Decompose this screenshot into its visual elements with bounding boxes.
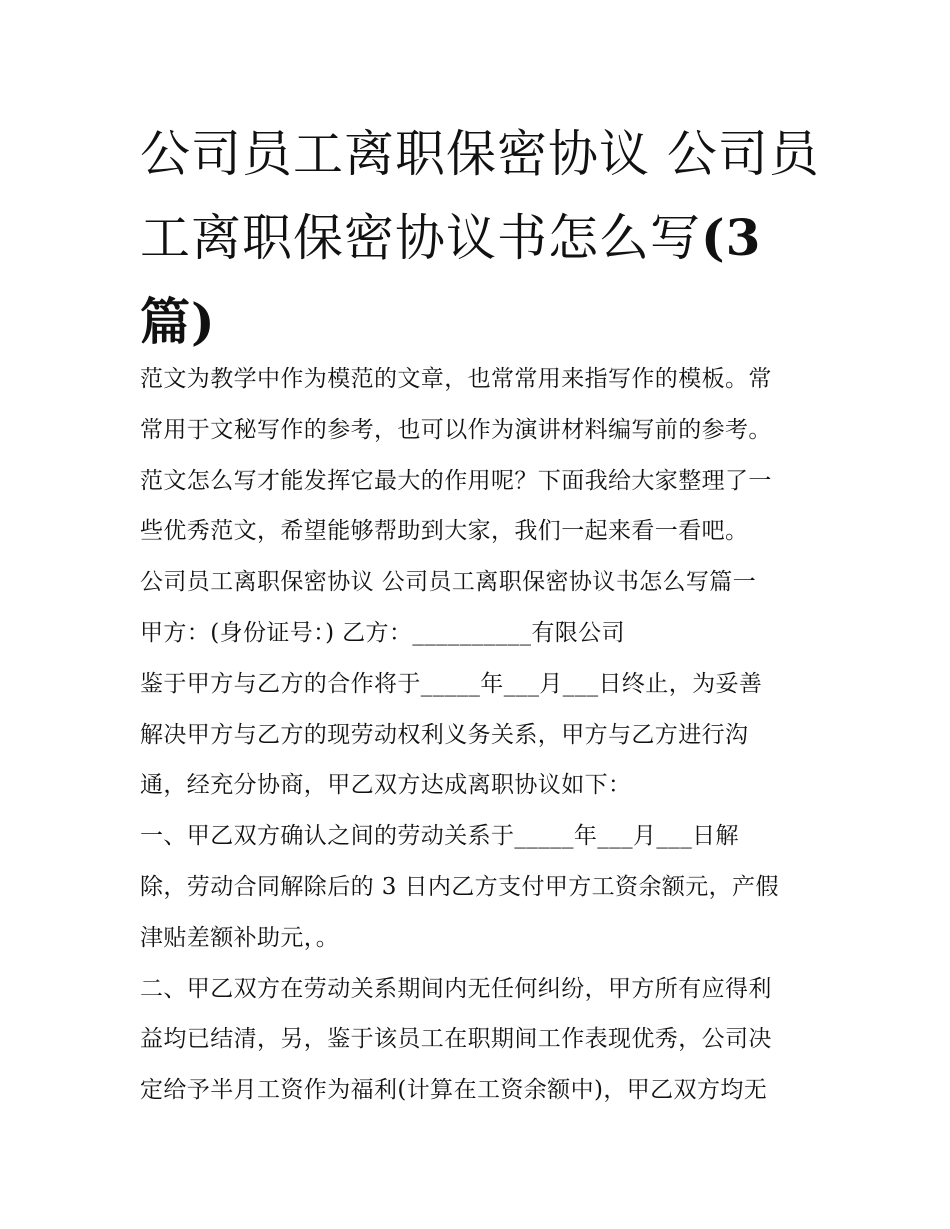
body-line: 范文怎么写才能发挥它最大的作用呢？下面我给大家整理了一 <box>140 467 772 494</box>
clause-line: 定给予半月工资作为福利(计算在工资余额中)，甲乙双方均无 <box>140 1077 768 1104</box>
title-part-4: 篇) <box>140 292 216 351</box>
body-line: 些优秀范文，希望能够帮助到大家，我们一起来看一看吧。 <box>140 518 749 545</box>
body-line: 常用于文秘写作的参考，也可以作为演讲材料编写前的参考。 <box>140 416 772 443</box>
body-line: 范文为教学中作为模范的文章，也常常用来指写作的模板。常 <box>140 366 772 392</box>
clause-line: 益均已结清，另，鉴于该员工在职期间工作表现优秀，公司决 <box>140 1026 772 1053</box>
title-part-1: 公司员工离职保密协议 公司员 <box>140 125 820 183</box>
document-title <box>140 112 820 364</box>
body-line: 鉴于甲方与乙方的合作将于_____年___月___日终止，为妥善 <box>140 670 763 697</box>
clause-line: 除，劳动合同解除后的 3 日内乙方支付甲方工资余额元，产假 <box>140 873 779 900</box>
document-body <box>140 354 820 1116</box>
clause-line: 一、甲乙双方确认之间的劳动关系于_____年___月___日解 <box>140 823 739 850</box>
clause-line: 津贴差额补助元，。 <box>140 924 340 951</box>
section-heading: 公司员工离职保密协议 公司员工离职保密协议书怎么写篇一 <box>140 569 757 596</box>
title-part-3: (3 <box>701 208 762 267</box>
title-part-2: 工离职保密协议书怎么写 <box>140 209 701 267</box>
clause-line: 二、甲乙双方在劳动关系期间内无任何纠纷，甲方所有应得利 <box>140 975 772 1002</box>
body-line: 解决甲方与乙方的现劳动权利义务关系，甲方与乙方进行沟 <box>140 721 749 748</box>
party-line: 甲方：(身份证号：) 乙方：__________有限公司 <box>140 619 625 646</box>
body-line: 通，经充分协商，甲乙双方达成离职协议如下： <box>140 772 632 799</box>
